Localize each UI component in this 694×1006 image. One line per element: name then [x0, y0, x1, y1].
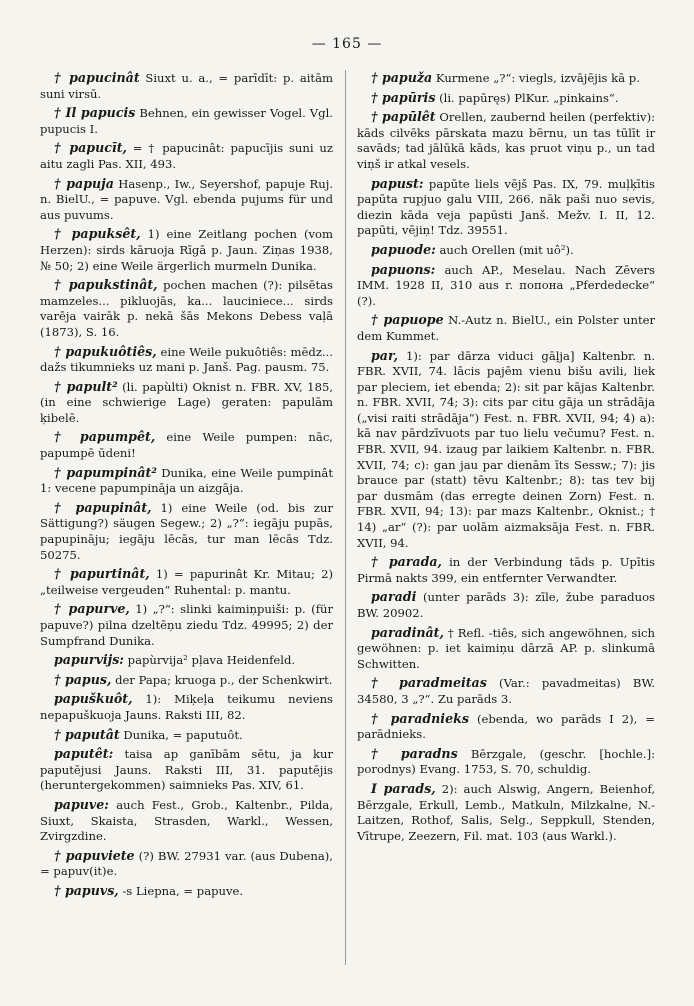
entry-text: † Refl. -tiês, sich angewöhnen, sich gewöhnen: p. iet kaimiņu dārzā AP. p. slinkumā Schwitten.: [357, 625, 656, 671]
dictionary-entry: [357, 70, 655, 87]
entry-text: auch AP., Meselau. Nach Zēvers IMM. 1928 II, 310 aus r. попона „Pferdedecke“ (?).: [357, 262, 655, 308]
entry-headword: † papurtinât,: [54, 566, 150, 582]
dictionary-entry: [357, 554, 655, 586]
dictionary-entry: [357, 242, 655, 259]
dictionary-entry: [40, 500, 333, 563]
entry-text: Hasenp., Iw., Seyershof, papuje Ruj. n. BielU., = papuve. Vgl. ebenda pujums für und aus puvums.: [40, 176, 333, 222]
entry-headword: † paradns: [371, 745, 458, 761]
dictionary-entry: [40, 277, 333, 340]
entry-headword: † papuksêt,: [54, 226, 141, 242]
entry-text: Dunika, eine Weile pumpinât 1: vecene papumpināja un aizgāja.: [40, 465, 334, 496]
entry-text: in der Verbindung tāds p. Upītis Pirmā nakts 399, ein entfernter Verwandter.: [357, 555, 656, 585]
entry-text: = † papucinât: papucījis suni uz aitu zagli Pas. XII, 493.: [40, 141, 334, 171]
dictionary-entry: [357, 589, 655, 621]
entry-text: 2): auch Alswig, Angern, Beienhof, Bērzgale, Erkull, Lemb., Matkuln, Milzkalne, N.-Laitzen, Rothof, Salis, Selg., Seppkull, Stenden, Vītrupe, Zeezern, Fil. mat. 103 (aus Warkl.).: [357, 781, 656, 843]
dictionary-entry: [357, 262, 655, 310]
entry-headword: † papucīt,: [54, 140, 127, 156]
dictionary-entry: [40, 465, 333, 497]
entry-headword: † papupinât,: [54, 499, 152, 515]
entry-headword: papurvijs:: [54, 652, 124, 668]
dictionary-entry: [40, 429, 333, 461]
entry-text: der Papa; kruoga p., der Schenkwirt.: [115, 672, 333, 687]
entry-text: papūte liels vējš Pas. IX, 79. muļķītis papūta rupjuo galu VIII, 266. nāk paši nuo sevis, diezin kāda veja papūsti Janš. Mežv. I. II, 12. papūti, vējiņ! Tdz. 39551.: [357, 176, 656, 238]
entry-text: (Var.: pavadmeitas) BW. 34580, 3 „?“. Zu parāds 3.: [357, 676, 656, 706]
entry-text: Behnen, ein gewisser Vogel. Vgl. pupucis I.: [40, 106, 333, 136]
entry-headword: † papuviete: [54, 847, 135, 863]
entry-headword: † papus,: [54, 671, 112, 687]
left-column: [40, 70, 333, 903]
dictionary-entry: [40, 672, 333, 689]
dictionary-entry: [357, 711, 655, 743]
entry-headword: paradinât,: [371, 624, 444, 640]
entry-headword: † papult²: [54, 378, 118, 394]
entry-headword: papuve:: [54, 796, 109, 812]
entry-text: Siuxt u. a., = parīdīt: p. aitām suni virsū.: [40, 71, 334, 101]
entry-headword: † papūlêt: [371, 109, 436, 125]
dictionary-entry: [40, 883, 333, 900]
dictionary-entry: [40, 140, 333, 172]
entry-text: -s Liepna, = papuve.: [122, 883, 244, 898]
entry-headword: † papukstinât,: [54, 277, 158, 293]
entry-headword: † paradnieks: [371, 710, 469, 726]
entry-headword: par,: [371, 347, 399, 363]
entry-headword: papust:: [371, 175, 424, 191]
entry-text: 1) „?“: slinki kaimiņpuiši: p. (für papuve?) pilna dzeltēņu ziedu Tdz. 49995; 2) der Sumpfrand Dunika.: [40, 602, 334, 648]
entry-headword: papuode:: [371, 241, 436, 257]
entry-text: Kurmene „?“: viegls, izvājējis kā p.: [435, 71, 640, 85]
entry-headword: † papukuôtiês,: [54, 343, 157, 359]
entry-headword: † papucinât: [54, 70, 140, 85]
entry-text: Dunika, = paputuôt.: [123, 727, 243, 742]
entry-text: (li. papùlti) Oknist n. FBR. XV, 185, (in eine schwierige Lage) geraten: papulām ķibelē.: [40, 379, 334, 425]
dictionary-entry: [357, 348, 655, 552]
dictionary-entry: [40, 652, 333, 669]
entry-text: 1): Miķeļa teikumu neviens nepapuškuoja Jauns. Raksti III, 82.: [40, 692, 333, 722]
page-number: — 165 —: [311, 36, 383, 52]
entry-headword: † papuope: [371, 312, 444, 328]
entry-headword: † papumpêt,: [54, 429, 156, 445]
entry-headword: † papurve,: [54, 601, 130, 617]
entry-text: pochen machen (?): pilsētas mamzeles... pikluojās, ka... lauciniece... sirds varēja vairāk p. nekā šās Mekons Debess vaļā (1873), S. 16.: [40, 278, 334, 339]
dictionary-entry: [40, 105, 333, 137]
entry-headword: † papūris: [371, 89, 436, 105]
dictionary-entry: [40, 848, 333, 880]
entry-headword: † papumpinât²: [54, 464, 157, 480]
entry-headword: † papuja: [54, 175, 114, 191]
entry-text: eine Weile pukuôtiês: mēdz... dažs tikumnieks uz mani p. Janš. Pag. pausm. 75.: [40, 344, 334, 375]
entry-text: 1) eine Zeitlang pochen (vom Herzen): sirds kāruoja Rīgā p. Jaun. Ziņas 1938, № 50; 2) eine Weile ärgerlich murmeln Dunika.: [40, 227, 333, 273]
entry-headword: papuons:: [371, 261, 436, 277]
dictionary-entry: [357, 675, 655, 707]
entry-text: taisa ap ganībām sētu, ja kur paputējusi Jauns. Raksti III, 31. paputējis (heruntergekommen) saimnieks Pas. XIV, 61.: [40, 747, 333, 793]
entry-headword: paradi: [371, 589, 417, 605]
dictionary-entry: [357, 312, 655, 344]
entry-headword: † papuvs,: [54, 882, 119, 898]
entry-text: N.-Autz n. BielU., ein Polster unter dem Kummet.: [357, 313, 656, 343]
entry-text: (unter parāds 3): zīle, žube paraduos BW. 20902.: [357, 590, 655, 620]
dictionary-entry: [40, 70, 333, 102]
dictionary-entry: [357, 625, 655, 673]
dictionary-entry: [40, 379, 333, 427]
dictionary-entry: [40, 226, 333, 274]
dictionary-entry: [357, 746, 655, 778]
dictionary-entry: [40, 727, 333, 744]
right-column: [357, 70, 655, 847]
dictionary-entry: [357, 109, 655, 172]
entry-text: 1) eine Weile (od. bis zur Sättigung?) säugen Segew.; 2) „?“: iegāju pupās, papupināju; iegāju lēcās, tur man lēcās Tdz. 50275.: [40, 500, 334, 562]
entry-headword: † paradmeitas: [371, 675, 487, 691]
entry-headword: † Il papucis: [54, 105, 136, 121]
entry-text: 1) = papurinât Kr. Mitau; 2) „teilweise vergeuden“ Ruhental: p. mantu.: [40, 567, 334, 597]
entry-text: papùrvija² pļava Heidenfeld.: [127, 653, 296, 668]
entry-headword: papuškuôt,: [54, 691, 133, 707]
entry-text: 1): par dārza viduci gāļja] Kaltenbr. n. FBR. XVII, 74. lācis pajēm vienu bišu avili, liek par pleciem, iet ebenda; 2): sit par kājas Kaltenbr. n. FBR. XVII, 74; 3): cits par citu gāja un strādāja („visi raiti strādāja“) Fest. n. FBR. XVII, 94; 4) a): kā nav pārdzīvuots par tuo lielu večumu? Fest. n. FBR. XVII, 94. izaug par laikiem Kaltenbr. n. FBR. XVII, 74; c): gan jau par dienām īts Sessw.; 7): jis brauce par (statt) tēvu Kaltenbr.; 8): tas tev bij par dusmām (das erregte deinen Zorn) Fest. n. FBR. XVII, 94; 13): par mazs Kaltenbr., Oknist.; † 14) „ar“ (?): par uolām aizmaksāja Fest. n. FBR. XVII, 94.: [357, 348, 656, 550]
entry-text: (ebenda, wo parāds I 2), = parādnieks.: [357, 711, 656, 742]
column-divider: [345, 70, 346, 965]
entry-text: (?) BW. 27931 var. (aus Dubena), = papuv(it)e.: [40, 848, 333, 879]
dictionary-entry: [40, 566, 333, 598]
entry-text: Bērzgale, (geschr. [hochle.]: porodnys) Evang. 1753, S. 70, schuldig.: [357, 746, 655, 777]
entry-text: Orellen, zaubernd heilen (perfektiv): kāds cilvēks pārskata mazu bērnu, un tas tūlīt ir savāds; tad jālūkā kāds, kas pruot viņu p., un tad viņš ir atkal vesels.: [357, 110, 656, 171]
entry-headword: † paputât: [54, 726, 120, 742]
dictionary-entry: [40, 691, 333, 723]
dictionary-entry: [357, 781, 655, 844]
entry-headword: † parada,: [371, 554, 442, 570]
dictionary-entry: [40, 344, 333, 376]
entry-text: auch Fest., Grob., Kaltenbr., Pilda, Siuxt, Skaista, Strasden, Warkl., Wessen, Zvirgzdine.: [40, 797, 333, 844]
dictionary-entry: [40, 746, 333, 794]
entry-headword: I parads,: [371, 780, 436, 796]
dictionary-entry: [40, 797, 333, 845]
entry-headword: paputêt:: [54, 746, 114, 762]
entry-text: (li. papūręs) PlKur. „pinkains“.: [439, 90, 619, 105]
dictionary-entry: [357, 90, 655, 107]
dictionary-entry: [357, 176, 655, 239]
entry-headword: † papuža: [371, 70, 433, 85]
entry-text: eine Weile pumpen: nāc, papumpē ūdeni!: [40, 430, 333, 461]
entry-text: auch Orellen (mit uô²).: [439, 242, 574, 257]
dictionary-entry: [40, 601, 333, 649]
dictionary-entry: [40, 176, 333, 224]
